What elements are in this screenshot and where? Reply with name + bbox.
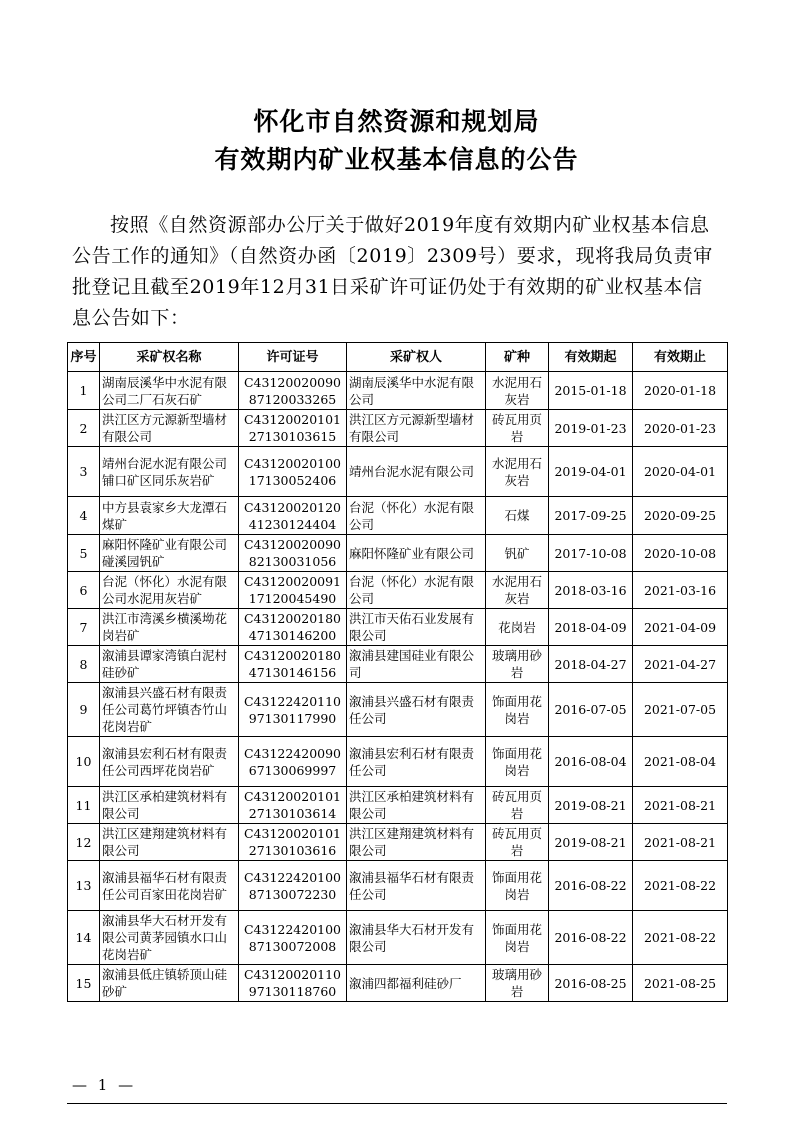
table-row (68, 683, 728, 737)
valid-until: 2021-08-21 (633, 787, 728, 824)
table-row (68, 911, 728, 965)
row-number: 15 (68, 965, 100, 1002)
header-no: 序号 (68, 343, 100, 372)
license-number: C4312242010087130072230 (239, 861, 347, 911)
mining-right-name: 麻阳怀隆矿业有限公司碰溪园钒矿 (100, 535, 239, 572)
mining-right-holder: 溆浦四都福利硅砂厂 (347, 965, 486, 1002)
header-end: 有效期止 (633, 343, 728, 372)
valid-until: 2021-08-22 (633, 861, 728, 911)
mining-right-holder: 湖南辰溪华中水泥有限公司 (347, 372, 486, 410)
valid-from: 2016-07-05 (549, 683, 633, 737)
valid-until: 2020-04-01 (633, 447, 728, 497)
license-number: C4312002012041230124404 (239, 497, 347, 535)
license-number: C4312242011097130117990 (239, 683, 347, 737)
row-number: 3 (68, 447, 100, 497)
header-name: 采矿权名称 (100, 343, 239, 372)
mining-right-holder: 洪江区承柏建筑材料有限公司 (347, 787, 486, 824)
header-owner: 采矿权人 (347, 343, 486, 372)
mining-right-holder: 溆浦县宏利石材有限责任公司 (347, 737, 486, 787)
license-number: C4312002010127130103616 (239, 824, 347, 861)
valid-from: 2016-08-22 (549, 861, 633, 911)
mining-rights-table (67, 342, 728, 1002)
mineral-type: 饰面用花岗岩 (486, 911, 549, 965)
mineral-type: 水泥用石灰岩 (486, 447, 549, 497)
mining-right-name: 洪江市湾溪乡横溪坳花岗岩矿 (100, 609, 239, 646)
valid-from: 2016-08-22 (549, 911, 633, 965)
license-number: C4312242010087130072008 (239, 911, 347, 965)
mineral-type: 水泥用石灰岩 (486, 372, 549, 410)
mining-right-holder: 靖州台泥水泥有限公司 (347, 447, 486, 497)
mining-right-name: 台泥（怀化）水泥有限公司水泥用灰岩矿 (100, 572, 239, 609)
mining-right-name: 中方县袁家乡大龙潭石煤矿 (100, 497, 239, 535)
mining-right-name: 洪江区承柏建筑材料有限公司 (100, 787, 239, 824)
row-number: 6 (68, 572, 100, 609)
license-number: C4312002010127130103614 (239, 787, 347, 824)
mining-right-name: 溆浦县福华石材有限责任公司百家田花岗岩矿 (100, 861, 239, 911)
table-row (68, 572, 728, 609)
valid-from: 2015-01-18 (549, 372, 633, 410)
mining-right-holder: 溆浦县华大石材开发有限公司 (347, 911, 486, 965)
mining-right-name: 洪江区建翔建筑材料有限公司 (100, 824, 239, 861)
mining-right-holder: 台泥（怀化）水泥有限公司 (347, 572, 486, 609)
valid-from: 2018-03-16 (549, 572, 633, 609)
table-row (68, 737, 728, 787)
valid-until: 2021-08-21 (633, 824, 728, 861)
valid-from: 2019-01-23 (549, 410, 633, 447)
valid-until: 2020-01-23 (633, 410, 728, 447)
mineral-type: 玻璃用砂岩 (486, 965, 549, 1002)
header-mineral: 矿种 (486, 343, 549, 372)
mining-right-holder: 洪江市天佑石业发展有限公司 (347, 609, 486, 646)
valid-until: 2021-04-27 (633, 646, 728, 683)
valid-until: 2020-09-25 (633, 497, 728, 535)
mining-right-name: 洪江区方元源新型墙材有限公司 (100, 410, 239, 447)
valid-until: 2021-08-25 (633, 965, 728, 1002)
mining-right-name: 溆浦县宏利石材有限责任公司西坪花岗岩矿 (100, 737, 239, 787)
mineral-type: 饰面用花岗岩 (486, 861, 549, 911)
row-number: 2 (68, 410, 100, 447)
table-row (68, 787, 728, 824)
mining-right-name: 溆浦县谭家湾镇白泥村硅砂矿 (100, 646, 239, 683)
table-body (68, 372, 728, 1002)
mining-right-name: 溆浦县华大石材开发有限公司黄茅园镇水口山花岗岩矿 (100, 911, 239, 965)
row-number: 9 (68, 683, 100, 737)
valid-from: 2017-09-25 (549, 497, 633, 535)
mineral-type: 饰面用花岗岩 (486, 737, 549, 787)
table-row (68, 447, 728, 497)
license-number: C4312242009067130069997 (239, 737, 347, 787)
mining-right-name: 溆浦县兴盛石材有限责任公司葛竹坪镇杏竹山花岗岩矿 (100, 683, 239, 737)
row-number: 4 (68, 497, 100, 535)
mining-right-holder: 溆浦县福华石材有限责任公司 (347, 861, 486, 911)
table-row (68, 609, 728, 646)
valid-from: 2019-08-21 (549, 824, 633, 861)
mineral-type: 钒矿 (486, 535, 549, 572)
valid-until: 2020-01-18 (633, 372, 728, 410)
license-number: C4312002009117120045490 (239, 572, 347, 609)
table-row (68, 646, 728, 683)
license-number: C4312002009087120033265 (239, 372, 347, 410)
license-number: C4312002010127130103615 (239, 410, 347, 447)
mining-right-holder: 台泥（怀化）水泥有限公司 (347, 497, 486, 535)
mining-right-holder: 溆浦县兴盛石材有限责任公司 (347, 683, 486, 737)
mineral-type: 砖瓦用页岩 (486, 824, 549, 861)
mineral-type: 石煤 (486, 497, 549, 535)
valid-until: 2020-10-08 (633, 535, 728, 572)
footer-divider (67, 1103, 727, 1104)
valid-until: 2021-04-09 (633, 609, 728, 646)
valid-from: 2016-08-25 (549, 965, 633, 1002)
license-number: C4312002011097130118760 (239, 965, 347, 1002)
mineral-type: 花岗岩 (486, 609, 549, 646)
document-title-line1: 怀化市自然资源和规划局 (253, 107, 540, 136)
valid-from: 2019-04-01 (549, 447, 633, 497)
license-number: C4312002018047130146200 (239, 609, 347, 646)
row-number: 13 (68, 861, 100, 911)
document-title-line2: 有效期内矿业权基本信息的公告 (214, 145, 579, 174)
valid-until: 2021-07-05 (633, 683, 728, 737)
mining-right-name: 靖州台泥水泥有限公司铺口矿区同乐灰岩矿 (100, 447, 239, 497)
valid-from: 2018-04-09 (549, 609, 633, 646)
row-number: 5 (68, 535, 100, 572)
valid-until: 2021-08-04 (633, 737, 728, 787)
mineral-type: 砖瓦用页岩 (486, 787, 549, 824)
mineral-type: 水泥用石灰岩 (486, 572, 549, 609)
mining-right-name: 湖南辰溪华中水泥有限公司二厂石灰石矿 (100, 372, 239, 410)
valid-from: 2019-08-21 (549, 787, 633, 824)
mining-right-holder: 溆浦县建国硅业有限公司 (347, 646, 486, 683)
row-number: 12 (68, 824, 100, 861)
table-row (68, 861, 728, 911)
page-number: — 1 — (72, 1076, 137, 1094)
table-row (68, 824, 728, 861)
table-header-row (68, 343, 728, 372)
row-number: 1 (68, 372, 100, 410)
mining-right-name: 溆浦县低庄镇轿顶山硅砂矿 (100, 965, 239, 1002)
mining-right-holder: 洪江区方元源新型墙材有限公司 (347, 410, 486, 447)
table-row (68, 372, 728, 410)
valid-until: 2021-03-16 (633, 572, 728, 609)
license-number: C4312002010017130052406 (239, 447, 347, 497)
mining-right-holder: 麻阳怀隆矿业有限公司 (347, 535, 486, 572)
mineral-type: 饰面用花岗岩 (486, 683, 549, 737)
header-license: 许可证号 (239, 343, 347, 372)
row-number: 14 (68, 911, 100, 965)
license-number: C4312002009082130031056 (239, 535, 347, 572)
row-number: 11 (68, 787, 100, 824)
valid-until: 2021-08-22 (633, 911, 728, 965)
table-row (68, 497, 728, 535)
valid-from: 2018-04-27 (549, 646, 633, 683)
table-row (68, 965, 728, 1002)
intro-paragraph: 按照《自然资源部办公厅关于做好2019年度有效期内矿业权基本信息公告工作的通知》（自然资办函〔2019〕2309号）要求，现将我局负责审批登记且截至2019年12月31日采矿许可证仍处于有效期的矿业权基本信息公告如下： (72, 214, 713, 329)
valid-from: 2017-10-08 (549, 535, 633, 572)
row-number: 10 (68, 737, 100, 787)
table-row (68, 535, 728, 572)
mineral-type: 砖瓦用页岩 (486, 410, 549, 447)
mining-right-holder: 洪江区建翔建筑材料有限公司 (347, 824, 486, 861)
mineral-type: 玻璃用砂岩 (486, 646, 549, 683)
license-number: C4312002018047130146156 (239, 646, 347, 683)
valid-from: 2016-08-04 (549, 737, 633, 787)
row-number: 8 (68, 646, 100, 683)
header-start: 有效期起 (549, 343, 633, 372)
row-number: 7 (68, 609, 100, 646)
table-row (68, 410, 728, 447)
